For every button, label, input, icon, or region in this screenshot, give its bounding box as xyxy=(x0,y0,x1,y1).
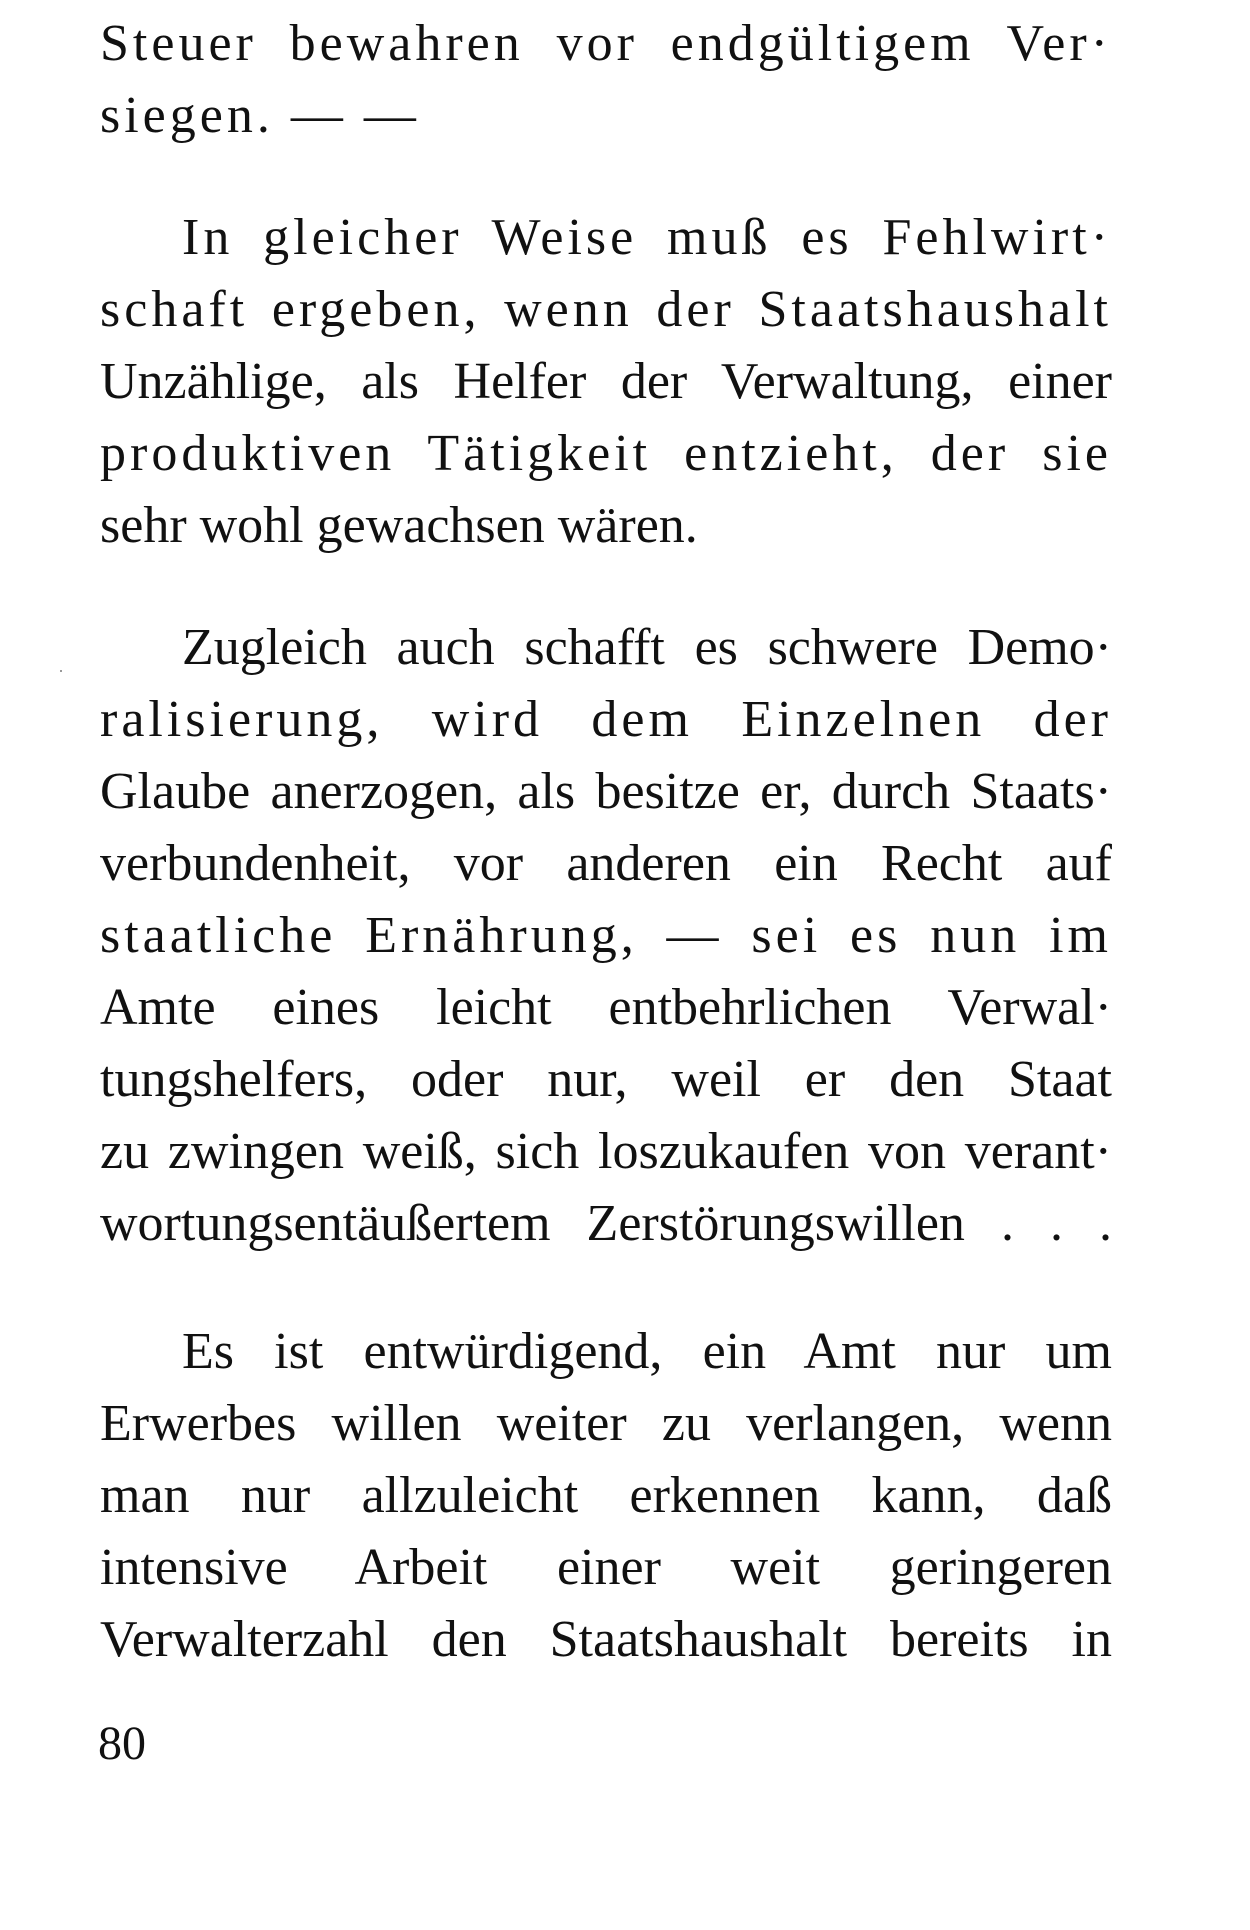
text-line: tungshelfers, oder nur, weil er den Staat xyxy=(100,1051,1112,1108)
text-line: Steuer bewahren vor endgültigem Ver· xyxy=(100,15,1112,72)
text-line: Es ist entwürdigend, ein Amt nur um xyxy=(182,1323,1112,1380)
text-line: Verwalterzahl den Staatshaushalt bereits in xyxy=(100,1611,1112,1668)
text-line: sehr wohl gewachsen wären. xyxy=(100,497,698,554)
text-line: produktiven Tätigkeit entzieht, der sie xyxy=(100,425,1112,482)
text-line: zu zwingen weiß, sich loszukaufen von verant· xyxy=(100,1123,1112,1180)
text-line: verbundenheit, vor anderen ein Recht auf xyxy=(100,835,1112,892)
text-line: intensive Arbeit einer weit geringeren xyxy=(100,1539,1112,1596)
scan-speck xyxy=(60,670,62,672)
text-line: siegen. — — xyxy=(100,87,420,144)
text-line: man nur allzuleicht erkennen kann, daß xyxy=(100,1467,1112,1524)
text-line: Amte eines leicht entbehrlichen Verwal· xyxy=(100,979,1112,1036)
text-line: wortungsentäußertem Zerstörungswillen . . . xyxy=(100,1195,1112,1252)
text-line: Erwerbes willen weiter zu verlangen, wenn xyxy=(100,1395,1112,1452)
text-line: staatliche Ernährung, — sei es nun im xyxy=(100,907,1112,964)
page-number: 80 xyxy=(98,1717,146,1770)
text-line: In gleicher Weise muß es Fehlwirt· xyxy=(182,209,1112,266)
text-line: Unzählige, als Helfer der Verwaltung, einer xyxy=(100,353,1112,410)
text-line: ralisierung, wird dem Einzelnen der xyxy=(100,691,1112,748)
text-line: schaft ergeben, wenn der Staatshaushalt xyxy=(100,281,1112,338)
text-line: Glaube anerzogen, als besitze er, durch Staats· xyxy=(100,763,1112,820)
text-line: Zugleich auch schafft es schwere Demo· xyxy=(182,619,1112,676)
